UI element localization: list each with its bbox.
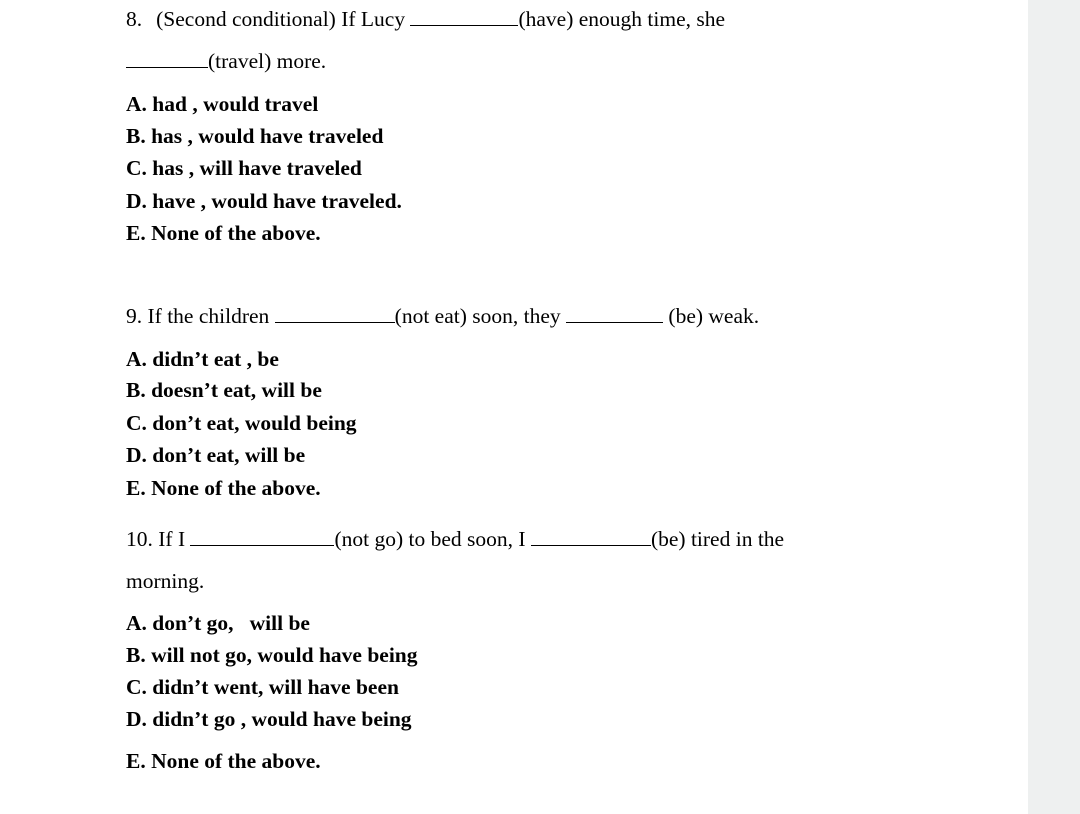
question-9-option-c[interactable]: C. don’t eat, would being xyxy=(126,411,357,435)
question-10-stem xyxy=(126,526,784,552)
question-9-option-a[interactable]: A. didn’t eat , be xyxy=(126,347,279,371)
question-10-option-b[interactable]: B. will not go, would have being xyxy=(126,643,418,667)
question-9-stem xyxy=(126,303,759,329)
question-8-number: 8. xyxy=(126,7,143,31)
question-10-option-c[interactable]: C. didn’t went, will have been xyxy=(126,675,399,699)
question-8-option-a[interactable]: A. had , would travel xyxy=(126,92,319,116)
question-9-option-e[interactable]: E. None of the above. xyxy=(126,476,321,500)
question-8-option-c[interactable]: C. has , will have traveled xyxy=(126,156,362,180)
question-8-option-b[interactable]: B. has , would have traveled xyxy=(126,124,384,148)
question-10-mid: (not go) to bed soon, I xyxy=(334,527,531,551)
question-10-blank-1[interactable] xyxy=(190,526,334,546)
question-10-option-e[interactable]: E. None of the above. xyxy=(126,749,321,773)
question-8-blank-1[interactable] xyxy=(410,6,518,26)
question-8-mid: (have) enough time, she xyxy=(518,7,726,31)
question-10-stem-cont: morning. xyxy=(126,569,205,593)
question-8-option-d[interactable]: D. have , would have traveled. xyxy=(126,189,402,213)
question-8-option-e[interactable]: E. None of the above. xyxy=(126,221,321,245)
question-8-stem xyxy=(126,6,725,32)
question-9-prefix: 9. If the children xyxy=(126,304,275,328)
viewer-gutter xyxy=(1028,0,1080,814)
question-8-stem-cont xyxy=(126,48,326,74)
question-10-prefix: 10. If I xyxy=(126,527,191,551)
question-10-blank-2[interactable] xyxy=(531,526,651,546)
question-10-option-d[interactable]: D. didn’t go , would have being xyxy=(126,707,412,731)
question-10-suffix: (be) tired in the xyxy=(650,527,785,551)
question-8-prefix: (Second conditional) If Lucy xyxy=(156,7,411,31)
question-9-mid: (not eat) soon, they xyxy=(394,304,567,328)
question-9-option-d[interactable]: D. don’t eat, will be xyxy=(126,443,306,467)
question-9-suffix: (be) weak. xyxy=(663,304,760,328)
question-8-blank-2[interactable] xyxy=(126,48,208,68)
question-10-option-a[interactable]: A. don’t go, will be xyxy=(126,611,310,635)
question-8-suffix: (travel) more. xyxy=(208,49,327,73)
question-9-blank-2[interactable] xyxy=(566,303,663,323)
question-9-option-b[interactable]: B. doesn’t eat, will be xyxy=(126,378,322,402)
question-9-blank-1[interactable] xyxy=(275,303,395,323)
